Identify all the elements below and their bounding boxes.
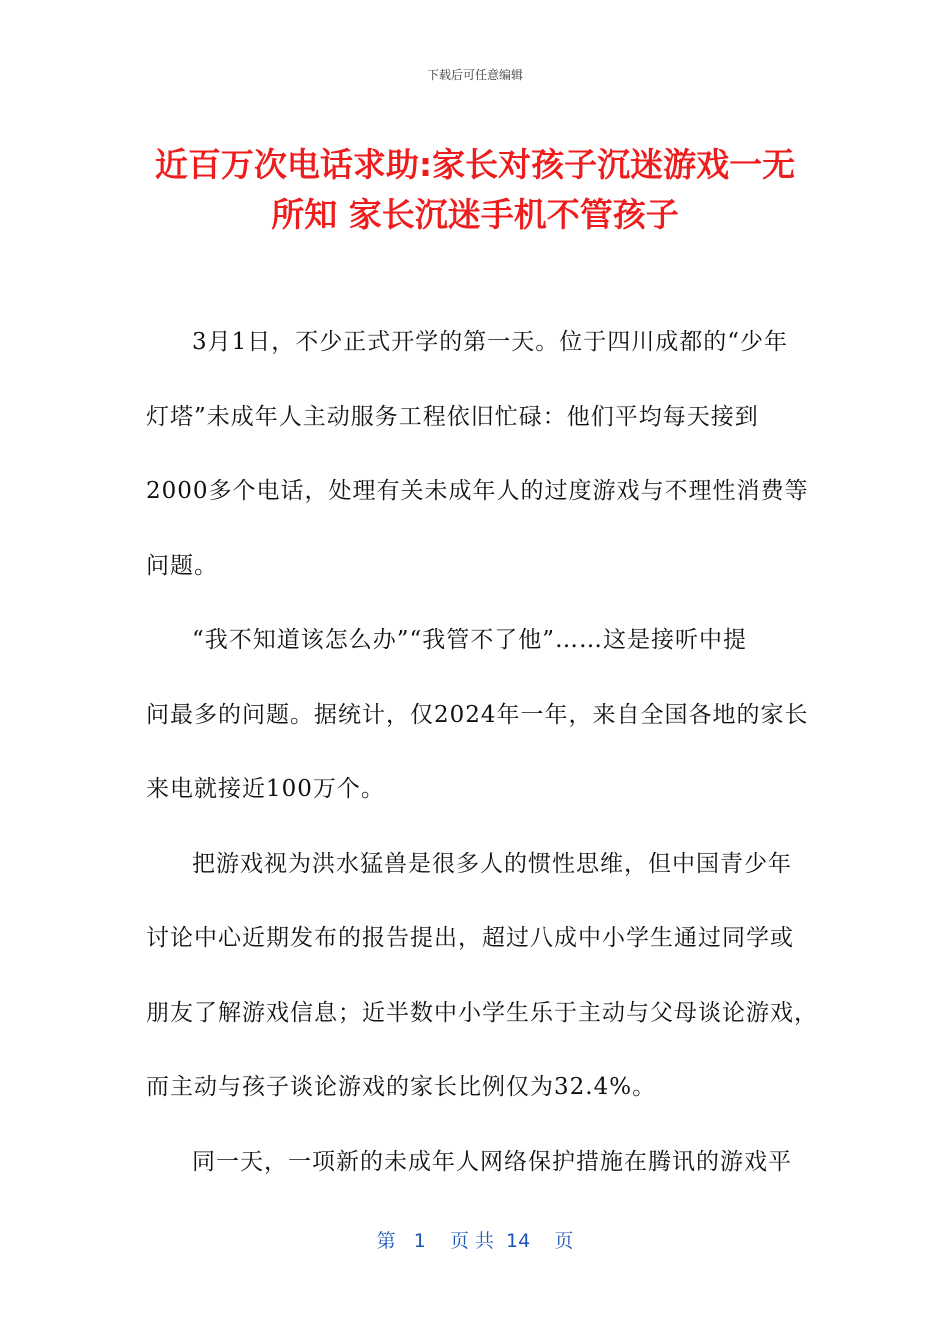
- body-line: 问最多的问题。据统计，仅2024年一年，来自全国各地的家长: [146, 701, 809, 728]
- page-footer: 第 1 页 共 14 页: [376, 1230, 574, 1252]
- title-line-1: 近百万次电话求助:家长对孩子沉迷游戏一无: [154, 145, 796, 184]
- body-line: 2000多个电话，处理有关未成年人的过度游戏与不理性消费等: [146, 478, 809, 504]
- body-line: 朋友了解游戏信息；近半数中小学生乐于主动与父母谈论游戏，: [146, 999, 818, 1026]
- body-line: 来电就接近100万个。: [146, 776, 385, 802]
- header-note: 下载后可任意编辑: [426, 68, 523, 82]
- article-body: [146, 314, 818, 1208]
- body-line: 灯塔”未成年人主动服务工程依旧忙碌：他们平均每天接到: [146, 403, 759, 430]
- document-title: [100, 140, 850, 240]
- body-line: 同一天，一项新的未成年人网络保护措施在腾讯的游戏平: [192, 1148, 792, 1175]
- body-line: 讨论中心近期发布的报告提出，超过八成中小学生通过同学或: [146, 925, 794, 951]
- title-line-2: 所知 家长沉迷手机不管孩子: [271, 195, 679, 234]
- body-line: 问题。: [146, 552, 218, 579]
- body-line: 3月1日，不少正式开学的第一天。位于四川成都的“少年: [192, 329, 789, 355]
- body-line: 把游戏视为洪水猛兽是很多人的惯性思维，但中国青少年: [192, 850, 792, 877]
- body-line: 而主动与孩子谈论游戏的家长比例仅为32.4%。: [146, 1074, 657, 1100]
- body-line: “我不知道该怎么办”“我管不了他”……这是接听中提: [192, 627, 748, 653]
